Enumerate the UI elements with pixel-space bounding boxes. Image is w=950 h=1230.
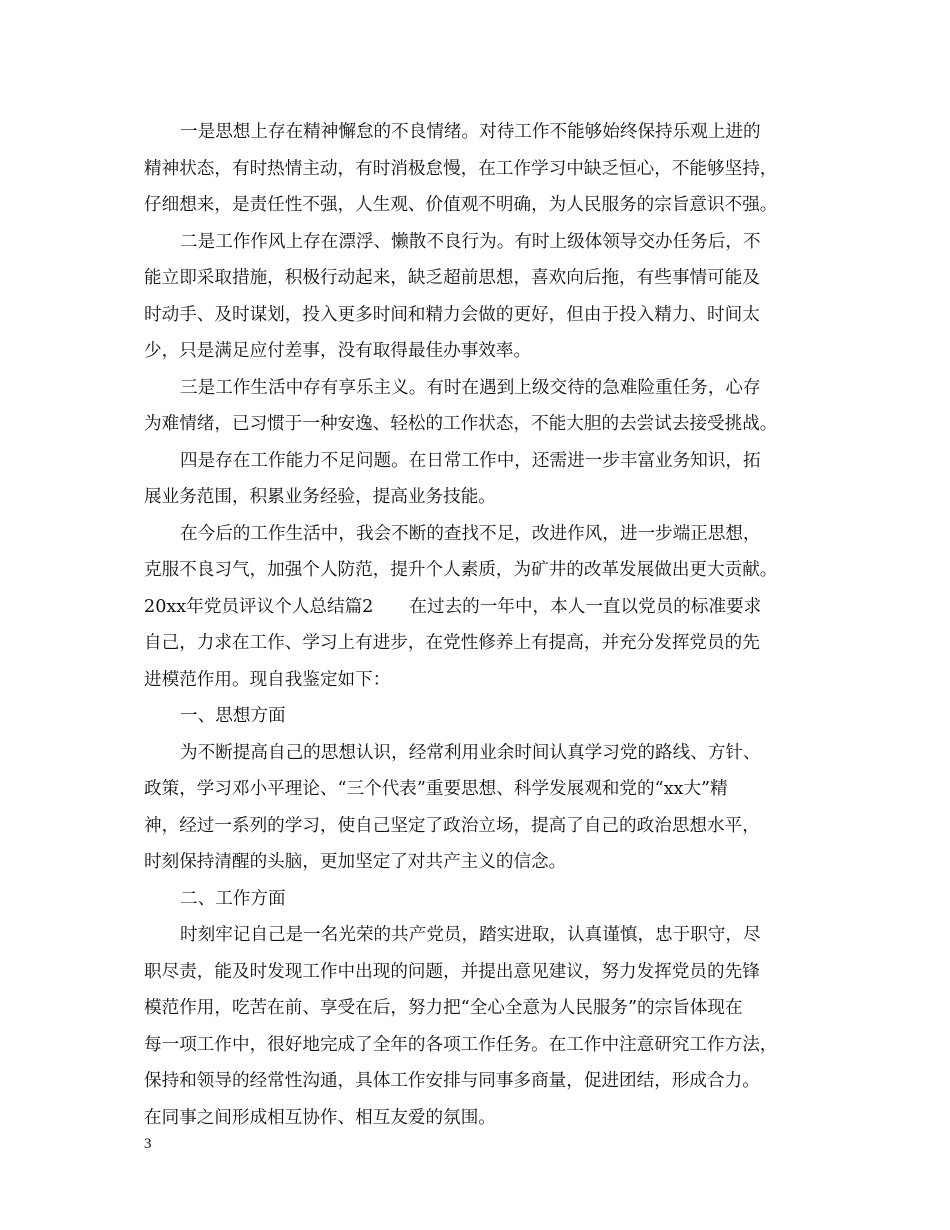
paragraph-line: 自己，力求在工作、学习上有进步，在党性修养上有提高，并充分发挥党员的先 (144, 633, 760, 653)
document-body (144, 114, 809, 1136)
paragraph-line: 时动手、及时谋划，投入更多时间和精力会做的更好，但由于投入精力、时间太 (144, 304, 760, 325)
paragraph-line: 能立即采取措施，积极行动起来，缺乏超前思想，喜欢向后拖，有些事情可能及 (144, 268, 760, 288)
paragraph-line: 一是思想上存在精神懈怠的不良情绪。对待工作不能够始终保持乐观上进的 (180, 122, 761, 142)
paragraph-line: 在同事之间形成相互协作、相互友爱的氛围。 (144, 1107, 496, 1128)
paragraph-line: 精神状态，有时热情主动，有时消极怠慢，在工作学习中缺乏恒心，不能够坚持， (144, 158, 778, 179)
section-heading-line (144, 589, 809, 626)
paragraph-line: 政策，学习邓小平理论、“三个代表”重要思想、科学发展观和党的“xx大”精 (144, 779, 728, 799)
paragraph-line: 仔细想来，是责任性不强，人生观、价值观不明确，为人民服务的宗旨意识不强。 (144, 195, 778, 215)
section-heading: 一、思想方面 (180, 706, 286, 726)
paragraph-line: 三是工作生活中存有享乐主义。有时在遇到上级交待的急难险重任务，心存 (180, 377, 761, 398)
paragraph-line: 神，经过一系列的学习，使自己坚定了政治立场，提高了自己的政治思想水平， (144, 815, 760, 836)
paragraph-line: 展业务范围，积累业务经验，提高业务技能。 (144, 487, 496, 507)
section-heading: 二、工作方面 (180, 888, 286, 909)
paragraph-line: 每一项工作中，很好地完成了全年的各项工作任务。在工作中注意研究工作方法， (144, 1034, 778, 1055)
paragraph-line: 为不断提高自己的思想认识，经常利用业余时间认真学习党的路线、方针、 (180, 742, 761, 763)
paragraph-line: 二是工作作风上存在漂浮、懒散不良行为。有时上级体领导交办任务后，不 (180, 231, 761, 252)
page-number: 3 (144, 1136, 152, 1152)
paragraph-line: 少，只是满足应付差事，没有取得最佳办事效率。 (144, 341, 532, 361)
paragraph-line: 克服不良习气，加强个人防范，提升个人素质，为矿井的改革发展做出更大贡献。 (144, 560, 778, 580)
paragraph-line: 保持和领导的经常性沟通，具体工作安排与同事多商量，促进团结，形成合力。 (144, 1071, 760, 1091)
paragraph-line: 进模范作用。现自我鉴定如下： (144, 669, 391, 690)
paragraph-line: 模范作用，吃苦在前、享受在后，努力把“全心全意为人民服务”的宗旨体现在 (144, 998, 743, 1018)
paragraph-line: 在今后的工作生活中，我会不断的查找不足，改进作风，进一步端正思想， (180, 523, 761, 544)
article-title: 20xx年党员评议个人总结篇2 (144, 596, 374, 617)
paragraph-line: 职尽责，能及时发现工作中出现的问题，并提出意见建议，努力发挥党员的先锋 (144, 961, 760, 982)
paragraph-text: 在过去的一年中，本人一直以党员的标准要求 (409, 596, 762, 617)
paragraph-line: 时刻保持清醒的头脑，更加坚定了对共产主义的信念。 (144, 852, 567, 872)
paragraph-line: 四是存在工作能力不足问题。在日常工作中，还需进一步丰富业务知识，拓 (180, 450, 761, 471)
paragraph-line: 为难情绪，已习惯于一种安逸、轻松的工作状态，不能大胆的去尝试去接受挑战。 (144, 414, 778, 434)
paragraph-line: 时刻牢记自己是一名光荣的共产党员，踏实进取，认真谨慎，忠于职守，尽 (180, 925, 761, 945)
